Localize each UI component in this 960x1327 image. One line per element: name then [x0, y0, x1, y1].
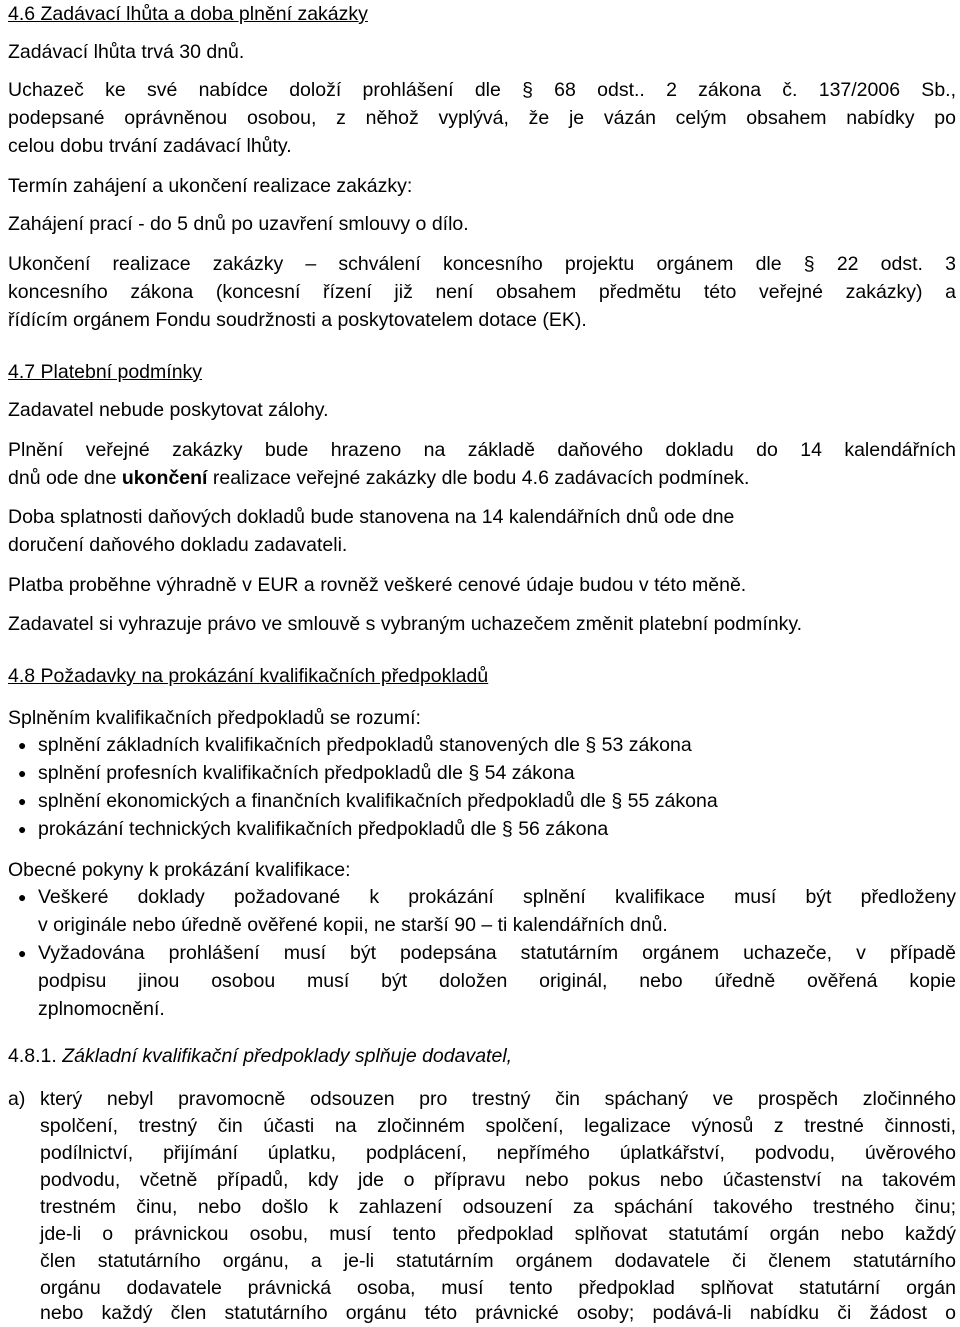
list-item: prokázání technických kvalifikačních předpokladů dle § 56 zákona — [38, 818, 609, 840]
paragraph-line: Zadavatel si vyhrazuje právo ve smlouvě s vybraným uchazečem změnit platební podmínky. — [8, 613, 803, 635]
item-line: orgánu dodavatele právnická osoba, musí tento předpoklad splňovat statutární orgán — [40, 1277, 956, 1299]
paragraph-line: celou dobu trvání zadávací lhůty. — [8, 135, 292, 157]
section-4-6-heading: 4.6 Zadávací lhůta a doba plnění zakázky — [8, 3, 368, 25]
item-line: který nebyl pravomocně odsouzen pro trestný čin spáchaný ve prospěch zločinného — [40, 1088, 956, 1110]
paragraph-line: Zadavatel nebude poskytovat zálohy. — [8, 399, 329, 421]
paragraph-line: Doba splatnosti daňových dokladů bude stanovena na 14 kalendářních dnů ode dne — [8, 506, 735, 528]
item-line: člen statutárního orgánu, a je-li statutárním orgánem dodavatele či členem statutárního — [40, 1250, 956, 1272]
bullet-icon: ● — [18, 737, 27, 753]
list-item-continuation: v originále nebo úředně ověřené kopii, ne starší 90 – ti kalendářních dnů. — [38, 914, 668, 936]
section-4-8-1-heading — [8, 1042, 512, 1070]
section-4-7-heading: 4.7 Platební podmínky — [8, 361, 203, 383]
item-label: a) — [8, 1088, 26, 1110]
text-run: dnů ode dne — [8, 467, 122, 489]
bold-text-run: ukončení — [121, 467, 208, 489]
paragraph-line: doručení daňového dokladu zadavateli. — [8, 534, 348, 556]
list-item-continuation: zplnomocnění. — [38, 998, 165, 1020]
paragraph-line: Zahájení prací - do 5 dnů po uzavření smlouvy o dílo. — [8, 213, 469, 235]
paragraph-line: Plnění veřejné zakázky bude hrazeno na základě daňového dokladu do 14 kalendářních — [8, 439, 956, 461]
item-line: jde-li o právnickou osobu, musí tento předpoklad splňovat statutámí orgán nebo každý — [40, 1223, 956, 1245]
item-line: podílnictví, přijímání úplatku, podplácení, nepřímého úplatkářství, podvodu, úvěrového — [40, 1142, 956, 1164]
list-item: Veškeré doklady požadované k prokázání splnění kvalifikace musí být předloženy — [38, 886, 956, 908]
item-line: nebo každý člen statutárního orgánu této právnické osoby; podává-li nabídku či žádost o — [40, 1302, 956, 1324]
bullet-icon: ● — [18, 945, 27, 961]
bullet-icon: ● — [18, 889, 27, 905]
paragraph-line: Zadávací lhůta trvá 30 dnů. — [8, 41, 245, 63]
paragraph-line — [8, 464, 749, 492]
paragraph-line: Ukončení realizace zakázky – schválení koncesního projektu orgánem dle § 22 odst. 3 — [8, 253, 956, 275]
item-line: trestném činu, nebo došlo k zahlazení odsouzení za spáchání takového trestného činu; — [40, 1196, 956, 1218]
paragraph-line: Splněním kvalifikačních předpokladů se rozumí: — [8, 707, 421, 729]
list-item: splnění základních kvalifikačních předpokladů stanovených dle § 53 zákona — [38, 734, 692, 756]
paragraph-line: Platba proběhne výhradně v EUR a rovněž veškeré cenové údaje budou v této měně. — [8, 574, 747, 596]
list-item-continuation: podpisu jinou osobou musí být doložen originál, nebo úředně ověřená kopie — [38, 970, 956, 992]
list-item: Vyžadována prohlášení musí být podepsána statutárním orgánem uchazeče, v případě — [38, 942, 956, 964]
section-number: 4.8.1. — [8, 1045, 57, 1067]
section-4-8-heading: 4.8 Požadavky na prokázání kvalifikačních předpokladů — [8, 665, 489, 687]
paragraph-line: řídícím orgánem Fondu soudržnosti a poskytovatelem dotace (EK). — [8, 309, 587, 331]
paragraph-line: Uchazeč ke své nabídce doloží prohlášení dle § 68 odst.. 2 zákona č. 137/2006 Sb., — [8, 79, 956, 101]
paragraph-line: Termín zahájení a ukončení realizace zakázky: — [8, 175, 413, 197]
item-line: podvodu, včetně případů, kdy jde o přípravu nebo pokus nebo účastenství na takovém — [40, 1169, 956, 1191]
text-run: realizace veřejné zakázky dle bodu 4.6 zadávacích podmínek. — [207, 467, 750, 489]
bullet-icon: ● — [18, 765, 27, 781]
list-item: splnění profesních kvalifikačních předpokladů dle § 54 zákona — [38, 762, 575, 784]
section-title: Základní kvalifikační předpoklady splňuje dodavatel, — [62, 1045, 513, 1067]
paragraph-line: Obecné pokyny k prokázání kvalifikace: — [8, 859, 351, 881]
item-line: spolčení, trestný čin účasti na zločinném spolčení, legalizace výnosů z trestné činnosti, — [40, 1115, 956, 1137]
paragraph-line: koncesního zákona (koncesní řízení již není obsahem předmětu této veřejné zakázky) a — [8, 281, 956, 303]
list-item: splnění ekonomických a finančních kvalifikačních předpokladů dle § 55 zákona — [38, 790, 718, 812]
bullet-icon: ● — [18, 821, 27, 837]
bullet-icon: ● — [18, 793, 27, 809]
paragraph-line: podepsané oprávněnou osobou, z něhož vyplývá, že je vázán celým obsahem nabídky po — [8, 107, 956, 129]
